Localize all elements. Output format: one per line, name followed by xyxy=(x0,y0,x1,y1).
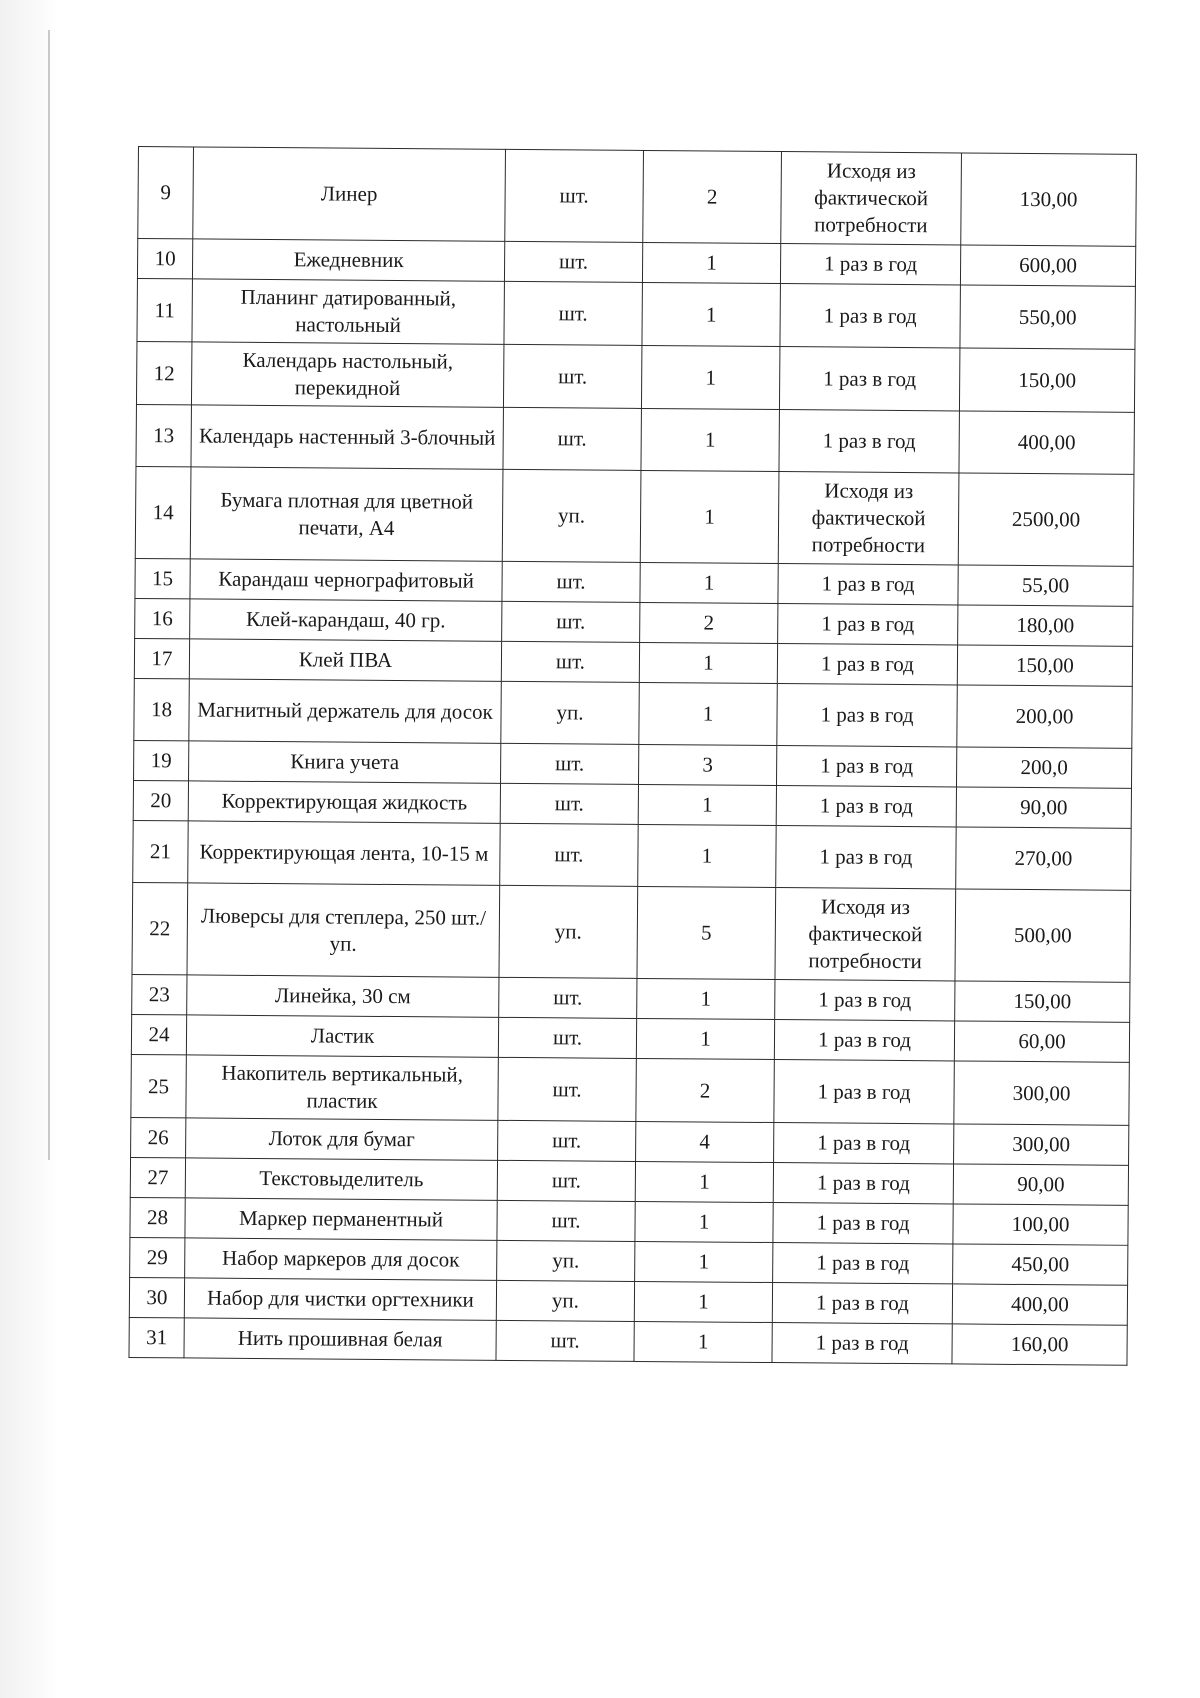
cell-unit: шт. xyxy=(499,977,637,1018)
cell-quantity: 1 xyxy=(640,562,778,603)
table-row xyxy=(132,882,1131,982)
cell-frequency: 1 раз в год xyxy=(776,826,956,889)
cell-price: 450,00 xyxy=(953,1244,1128,1285)
cell-item-name: Корректирующая лента, 10-15 м xyxy=(188,821,500,885)
cell-item-name: Бумага плотная для цветной печати, А4 xyxy=(190,467,503,561)
cell-quantity: 1 xyxy=(635,1241,773,1282)
cell-frequency: 1 раз в год xyxy=(774,1020,954,1061)
table-body xyxy=(129,147,1136,1366)
cell-row-number: 23 xyxy=(132,974,187,1014)
cell-quantity: 1 xyxy=(639,642,777,683)
cell-price: 55,00 xyxy=(958,565,1133,606)
cell-frequency: 1 раз в год xyxy=(778,564,958,605)
cell-frequency: 1 раз в год xyxy=(773,1243,953,1284)
cell-item-name: Текстовыделитель xyxy=(185,1158,497,1200)
cell-unit: шт. xyxy=(502,561,640,602)
cell-frequency: 1 раз в год xyxy=(777,684,957,747)
cell-price: 270,00 xyxy=(956,827,1131,890)
cell-unit: шт. xyxy=(498,1017,636,1058)
cell-frequency: 1 раз в год xyxy=(772,1323,952,1364)
table-row xyxy=(133,820,1131,890)
cell-quantity: 1 xyxy=(641,408,779,471)
cell-frequency: 1 раз в год xyxy=(774,1123,954,1164)
cell-unit: шт. xyxy=(504,241,642,282)
cell-quantity: 1 xyxy=(638,784,776,825)
cell-row-number: 14 xyxy=(135,466,191,558)
cell-unit: шт. xyxy=(497,1200,635,1241)
cell-quantity: 1 xyxy=(635,1161,773,1202)
cell-frequency: 1 раз в год xyxy=(773,1203,953,1244)
cell-unit: уп. xyxy=(496,1280,634,1321)
cell-frequency: 1 раз в год xyxy=(777,644,957,685)
cell-frequency: 1 раз в год xyxy=(773,1163,953,1204)
cell-unit: шт. xyxy=(503,407,641,470)
cell-unit: уп. xyxy=(499,885,638,978)
cell-frequency: Исходя из фактической потребности xyxy=(778,472,959,565)
cell-quantity: 4 xyxy=(636,1121,774,1162)
cell-row-number: 25 xyxy=(131,1054,186,1117)
cell-frequency: Исходя из фактической потребности xyxy=(781,152,962,245)
cell-quantity: 1 xyxy=(635,1201,773,1242)
cell-quantity: 5 xyxy=(637,886,776,979)
table-row xyxy=(134,678,1132,748)
table-row xyxy=(129,1317,1127,1365)
cell-frequency: Исходя из фактической потребности xyxy=(775,888,956,981)
supplies-table-wrapper xyxy=(128,146,1135,1366)
cell-frequency: 1 раз в год xyxy=(776,746,956,787)
cell-frequency: 1 раз в год xyxy=(776,786,956,827)
cell-frequency: 1 раз в год xyxy=(780,284,960,348)
cell-unit: шт. xyxy=(501,641,639,682)
cell-item-name: Набор для чистки оргтехники xyxy=(184,1278,496,1320)
table-row xyxy=(131,1054,1129,1125)
cell-item-name: Ластик xyxy=(186,1015,498,1057)
cell-unit: шт. xyxy=(498,1057,636,1121)
cell-row-number: 24 xyxy=(131,1014,186,1054)
cell-item-name: Набор маркеров для досок xyxy=(185,1238,497,1280)
cell-item-name: Линейка, 30 см xyxy=(187,975,499,1017)
cell-row-number: 13 xyxy=(136,404,191,466)
cell-price: 2500,00 xyxy=(958,473,1134,566)
cell-quantity: 1 xyxy=(642,282,780,346)
scan-shadow-line xyxy=(48,30,50,1160)
cell-item-name: Маркер перманентный xyxy=(185,1198,497,1240)
cell-row-number: 18 xyxy=(134,678,189,740)
cell-item-name: Линер xyxy=(193,147,506,241)
cell-row-number: 9 xyxy=(138,147,194,239)
cell-row-number: 15 xyxy=(135,558,190,598)
cell-price: 200,0 xyxy=(956,747,1131,788)
cell-price: 600,00 xyxy=(960,245,1135,286)
cell-price: 300,00 xyxy=(954,1124,1129,1165)
cell-unit: шт. xyxy=(504,281,642,345)
table-row xyxy=(137,278,1135,349)
cell-row-number: 10 xyxy=(137,239,192,279)
cell-quantity: 1 xyxy=(637,978,775,1019)
cell-price: 200,00 xyxy=(957,685,1132,748)
cell-frequency: 1 раз в год xyxy=(775,980,955,1021)
cell-row-number: 22 xyxy=(132,882,188,974)
cell-price: 400,00 xyxy=(952,1284,1127,1325)
cell-unit: шт. xyxy=(503,344,641,408)
cell-item-name: Магнитный держатель для досок xyxy=(189,679,501,743)
cell-item-name: Книга учета xyxy=(189,741,501,783)
cell-price: 160,00 xyxy=(952,1324,1127,1365)
cell-row-number: 20 xyxy=(133,780,188,820)
cell-item-name: Корректирующая жидкость xyxy=(188,781,500,823)
cell-quantity: 1 xyxy=(634,1321,772,1362)
cell-item-name: Клей-карандаш, 40 гр. xyxy=(190,599,502,641)
cell-unit: шт. xyxy=(502,601,640,642)
cell-row-number: 19 xyxy=(134,740,189,780)
cell-frequency: 1 раз в год xyxy=(772,1283,952,1324)
cell-row-number: 17 xyxy=(134,638,189,678)
cell-unit: уп. xyxy=(501,681,639,744)
cell-quantity: 1 xyxy=(638,824,776,887)
cell-quantity: 2 xyxy=(643,150,782,243)
cell-item-name: Ежедневник xyxy=(192,239,504,281)
cell-unit: шт. xyxy=(496,1320,634,1361)
cell-item-name: Люверсы для степлера, 250 шт./уп. xyxy=(187,883,500,977)
cell-unit: шт. xyxy=(497,1160,635,1201)
cell-item-name: Календарь настенный 3-блочный xyxy=(191,405,503,469)
cell-row-number: 26 xyxy=(131,1117,186,1157)
cell-item-name: Планинг датированный, настольный xyxy=(192,279,504,344)
cell-price: 100,00 xyxy=(953,1204,1128,1245)
table-row xyxy=(136,404,1134,474)
table-row xyxy=(135,466,1134,566)
cell-item-name: Календарь настольный, перекидной xyxy=(191,342,503,407)
cell-quantity: 1 xyxy=(641,345,779,409)
cell-frequency: 1 раз в год xyxy=(778,604,958,645)
table-row xyxy=(138,147,1137,247)
cell-item-name: Нить прошивная белая xyxy=(184,1318,496,1360)
cell-price: 130,00 xyxy=(961,153,1137,246)
cell-item-name: Лоток для бумаг xyxy=(186,1118,498,1160)
cell-frequency: 1 раз в год xyxy=(774,1060,954,1124)
cell-price: 150,00 xyxy=(957,645,1132,686)
cell-row-number: 21 xyxy=(133,820,188,882)
supplies-table xyxy=(128,146,1136,1366)
cell-unit: уп. xyxy=(502,469,641,562)
cell-unit: шт. xyxy=(501,743,639,784)
table-row xyxy=(136,341,1134,412)
cell-unit: уп. xyxy=(497,1240,635,1281)
cell-row-number: 28 xyxy=(130,1197,185,1237)
cell-quantity: 1 xyxy=(642,242,780,283)
cell-frequency: 1 раз в год xyxy=(779,347,959,411)
cell-price: 500,00 xyxy=(955,889,1131,982)
cell-price: 150,00 xyxy=(955,981,1130,1022)
cell-row-number: 16 xyxy=(135,598,190,638)
cell-frequency: 1 раз в год xyxy=(779,410,959,473)
cell-price: 550,00 xyxy=(960,285,1135,349)
cell-item-name: Клей ПВА xyxy=(189,639,501,681)
cell-row-number: 30 xyxy=(129,1277,184,1317)
cell-price: 60,00 xyxy=(954,1021,1129,1062)
cell-row-number: 29 xyxy=(130,1237,185,1277)
cell-quantity: 2 xyxy=(636,1058,774,1122)
cell-quantity: 1 xyxy=(636,1018,774,1059)
cell-row-number: 11 xyxy=(137,278,192,341)
cell-item-name: Накопитель вертикальный, пластик xyxy=(186,1055,498,1120)
cell-row-number: 27 xyxy=(130,1157,185,1197)
cell-row-number: 12 xyxy=(136,341,191,404)
cell-unit: шт. xyxy=(498,1120,636,1161)
cell-quantity: 2 xyxy=(640,602,778,643)
cell-unit: шт. xyxy=(500,823,638,886)
cell-price: 180,00 xyxy=(958,605,1133,646)
cell-unit: шт. xyxy=(505,149,644,242)
cell-quantity: 1 xyxy=(639,682,777,745)
cell-price: 400,00 xyxy=(959,411,1134,474)
cell-price: 90,00 xyxy=(956,787,1131,828)
cell-row-number: 31 xyxy=(129,1317,184,1357)
cell-frequency: 1 раз в год xyxy=(780,244,960,285)
cell-unit: шт. xyxy=(500,783,638,824)
cell-price: 150,00 xyxy=(959,348,1134,412)
cell-quantity: 3 xyxy=(639,744,777,785)
cell-price: 300,00 xyxy=(954,1061,1129,1125)
cell-item-name: Карандаш чернографитовый xyxy=(190,559,502,601)
cell-price: 90,00 xyxy=(953,1164,1128,1205)
cell-quantity: 1 xyxy=(640,470,779,563)
cell-quantity: 1 xyxy=(634,1281,772,1322)
